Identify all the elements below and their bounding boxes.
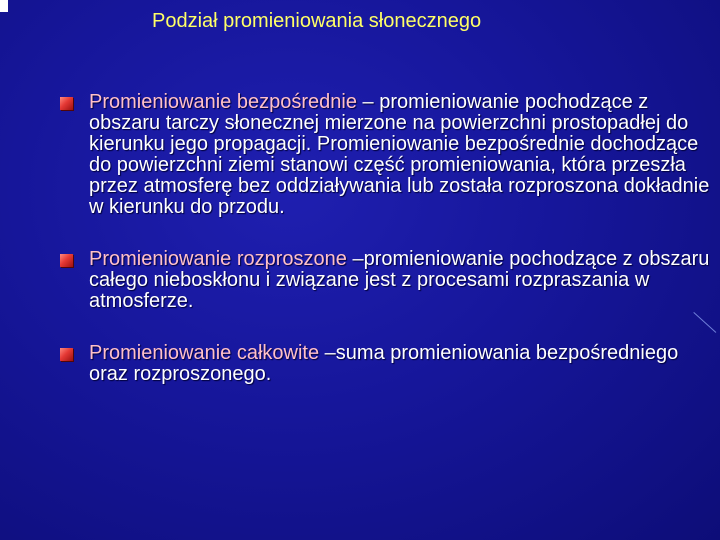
bullet-square-icon <box>60 97 73 110</box>
corner-mark <box>0 0 8 12</box>
bullet-definition: – promieniowanie pochodzące z obszaru tarczy słonecznej mierzone na powierzchni prostopadłej do kierunku jego propagacji. Promieniowanie bezpośrednie dochodzące do powierzchni ziemi stanowi część promieniowania, która przeszła przez atmosferę bez oddziaływania lub została rozproszona dokładnie w kierunku do przodu. <box>89 91 710 218</box>
bullet-definition: –promieniowanie pochodzące z obszaru całego nieboskłonu i związane jest z procesami rozpraszania w atmosferze. <box>89 248 710 312</box>
bullet-item-total-radiation <box>60 343 710 385</box>
bullet-term: Promieniowanie bezpośrednie <box>89 91 357 113</box>
bullet-item-direct-radiation <box>60 92 710 218</box>
slide-title: Podział promieniowania słonecznego <box>152 10 482 32</box>
bullet-item-diffuse-radiation <box>60 249 710 312</box>
bullet-square-icon <box>60 348 73 361</box>
bullet-square-icon <box>60 254 73 267</box>
bullet-text <box>89 249 710 312</box>
bullet-definition: –suma promieniowania bezpośredniego oraz rozproszonego. <box>89 342 679 385</box>
bullet-text <box>89 343 710 385</box>
bullet-term: Promieniowanie całkowite <box>89 342 320 364</box>
bullet-term: Promieniowanie rozproszone <box>89 248 347 270</box>
bullet-list <box>60 92 710 385</box>
bullet-text <box>89 92 710 218</box>
